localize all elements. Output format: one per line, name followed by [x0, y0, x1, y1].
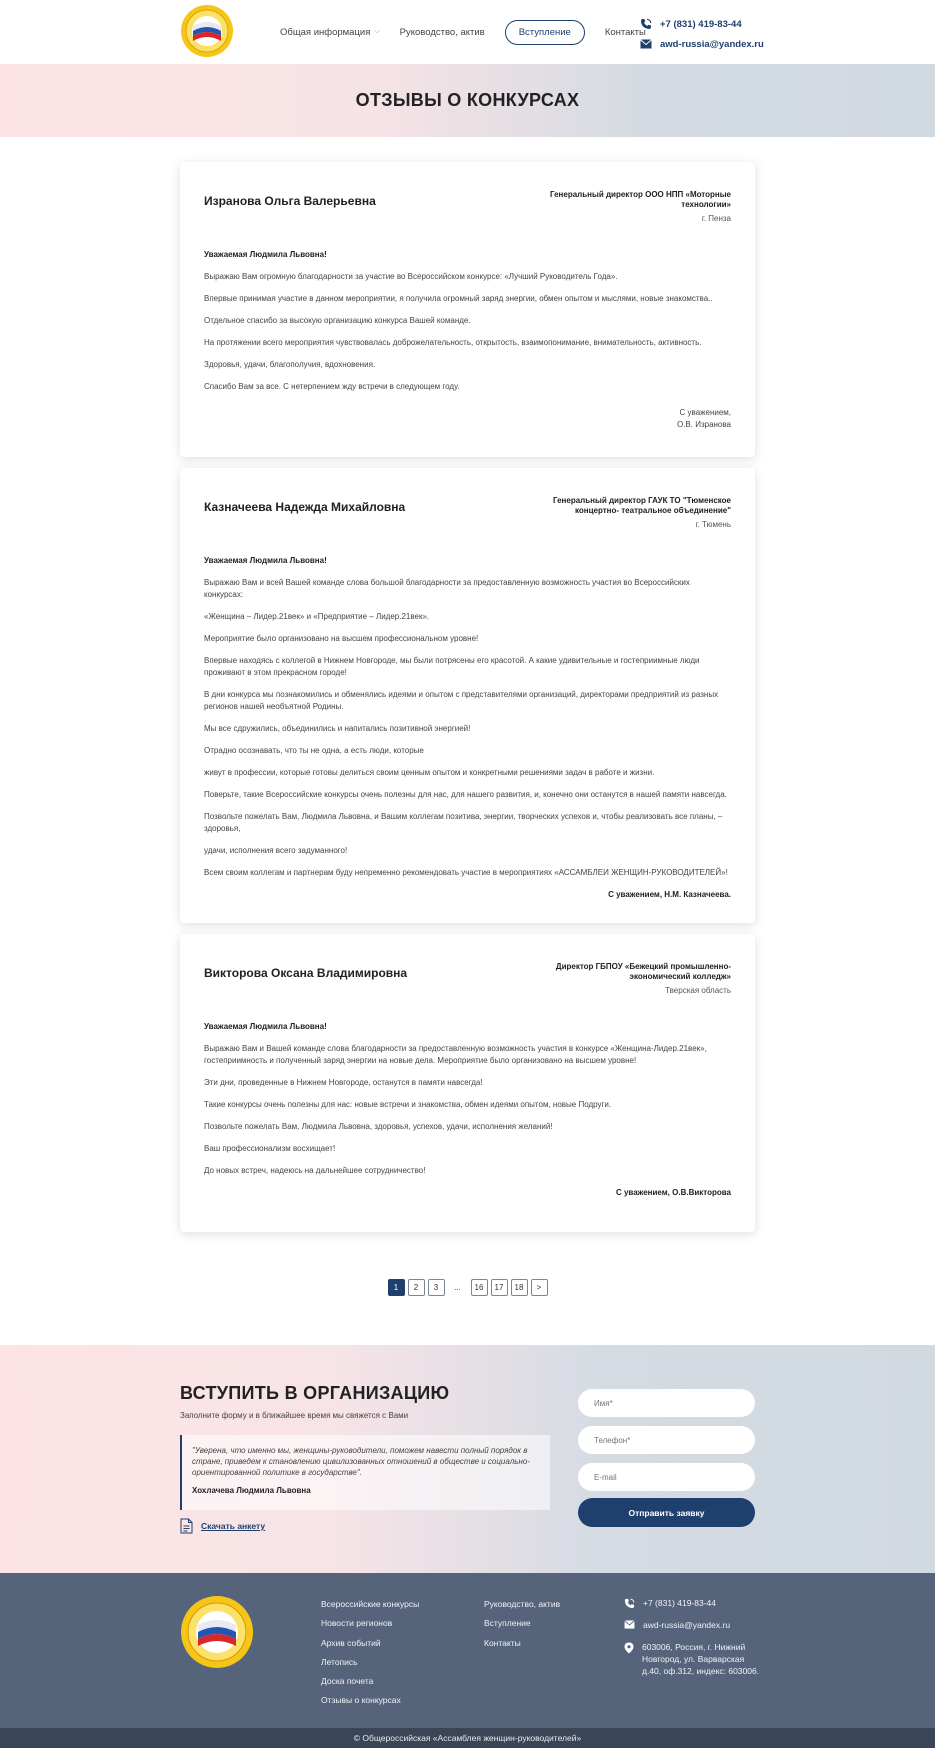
page-17[interactable]: 17 [491, 1279, 508, 1296]
footer-link-leadership[interactable]: Руководство, актив [484, 1599, 561, 1609]
review-paragraph: «Женщина – Лидер.21век» и «Предприятие – Лидер.21век». [204, 612, 430, 621]
footer-link-honor-board[interactable]: Доска почета [321, 1676, 374, 1687]
review-card [180, 468, 755, 923]
footer-contacts [624, 1597, 764, 1687]
page-18[interactable]: 18 [511, 1279, 528, 1296]
document-icon [180, 1518, 193, 1534]
chevron-down-icon: ⌵ [374, 28, 380, 35]
footer-link-reviews[interactable]: Отзывы о конкурсах [321, 1695, 401, 1706]
map-pin-icon [624, 1642, 634, 1654]
email-input[interactable] [578, 1463, 755, 1491]
review-card [180, 934, 755, 1232]
footer-phone-text: +7 (831) 419-83-44 [643, 1598, 717, 1608]
site-header [0, 0, 935, 64]
review-paragraph: Впервые находясь с коллегой в Нижнем Новгороде, мы были потрясены его красотой. А какие удивительные и гостеприимные люди проживают в этом прекрасном городе! [204, 656, 700, 677]
mail-icon [624, 1620, 635, 1629]
review-paragraph: Отрадно осознавать, что ты не одна, а есть люди, которые [204, 746, 424, 755]
page-2[interactable]: 2 [408, 1279, 425, 1296]
footer-link-archive[interactable]: Архив событий [321, 1637, 381, 1648]
main-nav [280, 0, 666, 64]
review-author-city: Тверская область [665, 986, 731, 995]
name-input[interactable] [578, 1389, 755, 1417]
header-email-text: awd-russia@yandex.ru [660, 38, 764, 50]
submit-button[interactable]: Отправить заявку [578, 1498, 755, 1527]
review-card [180, 162, 755, 457]
review-author: Викторова Оксана Владимировна [204, 966, 408, 980]
copyright: © Общероссийская «Ассамблея женщин-руководителей» [0, 1728, 935, 1748]
pagination [0, 1279, 935, 1296]
footer-logo[interactable] [180, 1595, 254, 1669]
review-author-city: г. Пенза [701, 214, 731, 223]
footer-link-chronicle[interactable]: Летопись [321, 1656, 358, 1667]
review-signature-name: О.В. Изранова [676, 420, 731, 429]
footer-links-col2 [484, 1599, 560, 1657]
review-paragraph: удачи, исполнения всего задуманного! [204, 846, 348, 855]
header-contacts [640, 14, 764, 54]
footer-phone[interactable] [624, 1597, 764, 1609]
footer-link-regional-news[interactable]: Новости регионов [321, 1618, 393, 1629]
review-paragraph: Такие конкурсы очень полезны для нас: новые встречи и знакомства, обмен идеями опытом, новые Подруги. [204, 1100, 612, 1109]
page-hero [0, 64, 935, 137]
review-author: Изранова Ольга Валерьевна [204, 194, 376, 208]
page-3[interactable]: 3 [428, 1279, 445, 1296]
page-ellipsis: ... [454, 1283, 461, 1292]
mail-icon [640, 39, 652, 49]
nav-general-info-label: Общая информация [280, 26, 371, 38]
quote-author: Хохлачева Людмила Львовна [192, 1486, 311, 1495]
footer-link-join[interactable]: Вступление [484, 1618, 531, 1629]
review-paragraph: Позвольте пожелать Вам, Людмила Львовна, и Вашим коллегам позитива, энергии, творческих успехов и, чтобы реализовать все планы, – здоровья, [204, 812, 723, 833]
review-paragraph: В дни конкурса мы познакомились и обменялись идеями и опытом с представителями организаций, директорами предприятий из разных регионов нашей необъятной Родины. [204, 690, 719, 711]
header-email[interactable] [640, 34, 764, 54]
review-paragraph: Впервые принимая участие в данном мероприятии, я получила огромный заряд энергии, обмен опытом и мыслями, новые знакомства.. [204, 294, 713, 303]
review-author-city: г. Тюмень [695, 520, 731, 529]
footer-links-col1 [321, 1599, 419, 1715]
nav-contacts[interactable]: Контакты [604, 26, 646, 38]
review-paragraph: Мы все сдружились, объединились и напитались позитивной энергией! [204, 724, 471, 733]
join-section [0, 1345, 935, 1573]
review-author-role: Директор ГБПОУ «Бежецкий промышленно-экономический колледж» [555, 962, 731, 981]
quote-block [180, 1435, 550, 1510]
review-paragraph: Выражаю Вам и всей Вашей команде слова большой благодарности за предоставленную возможность участия во Всероссийских конкурсах: [204, 578, 690, 599]
footer-link-contests[interactable]: Всероссийские конкурсы [321, 1599, 420, 1609]
review-author-role: Генеральный директор ООО НПП «Моторные технологии» [549, 190, 731, 209]
review-signature: С уважением, Н.М. Казначеева. [608, 890, 731, 899]
footer-address [624, 1641, 764, 1677]
nav-general-info[interactable] [280, 27, 380, 38]
review-paragraph: Выражаю Вам и Вашей команде слова благодарности за предоставленную возможность участия в конкурсе «Женщина-Лидер.21век», гостеприимность и полученный заряд энергии на новые дела. Мероприятие было организовано на высшем уровне! [204, 1044, 707, 1065]
review-paragraph: Всем своим коллегам и партнерам буду непременно рекомендовать участие в мероприятиях «АССАМБЛЕИ ЖЕНЩИН-РУКОВОДИТЕЛЕЙ»! [204, 868, 728, 877]
footer-email[interactable] [624, 1619, 764, 1631]
join-title: ВСТУПИТЬ В ОРГАНИЗАЦИЮ [180, 1383, 450, 1403]
phone-icon [640, 18, 652, 30]
phone-input[interactable] [578, 1426, 755, 1454]
join-subtitle: Заполните форму и в ближайшее время мы свяжется с Вами [180, 1411, 409, 1420]
page-title: ОТЗЫВЫ О КОНКУРСАХ [355, 90, 580, 110]
nav-leadership[interactable]: Руководство, актив [399, 26, 485, 38]
download-form-link[interactable] [180, 1518, 265, 1534]
header-phone[interactable] [640, 14, 764, 34]
quote-text: "Уверена, что именно мы, женщины-руководители, поможем навести полный порядок в стране, приведем к становлению цивилизованных отношений в обществе и социально-ориентированной политике в государстве". [192, 1446, 530, 1477]
review-paragraph: Мероприятие было организовано на высшем профессиональном уровне! [204, 634, 479, 643]
header-phone-text: +7 (831) 419-83-44 [660, 18, 742, 30]
review-paragraph: Спасибо Вам за все. С нетерпением жду встречи в следующем году. [204, 382, 460, 391]
phone-icon [624, 1598, 635, 1609]
review-paragraph: живут в профессии, которые готовы делиться своим ценным опытом и конкретными решениями задач в работе и жизни. [204, 768, 655, 777]
review-greeting: Уважаемая Людмила Львовна! [204, 556, 327, 565]
review-paragraph: На протяжении всего мероприятия чувствовалась доброжелательность, открытость, взаимопонимание, внимательность, активность. [204, 338, 702, 347]
page-16[interactable]: 16 [471, 1279, 488, 1296]
review-paragraph: Ваш профессионализм восхищает! [204, 1144, 336, 1153]
review-author-role: Генеральный директор ГАУК ТО "Тюменское концертно- театральное объединение" [552, 496, 731, 515]
footer-link-contacts[interactable]: Контакты [484, 1637, 521, 1648]
nav-join[interactable]: Вступление [505, 20, 585, 45]
organization-logo[interactable] [180, 4, 234, 58]
review-paragraph: Эти дни, проведенные в Нижнем Новгороде, останутся в памяти навсегда! [204, 1078, 483, 1087]
review-paragraph: До новых встреч, надеюсь на дальнейшее сотрудничество! [204, 1166, 426, 1175]
review-paragraph: Позвольте пожелать Вам, Людмила Львовна, здоровья, успехов, удачи, исполнения желаний! [204, 1122, 553, 1131]
review-signature: С уважением, О.В.Викторова [615, 1188, 731, 1197]
review-greeting: Уважаемая Людмила Львовна! [204, 1022, 327, 1031]
review-signature: С уважением, [679, 408, 731, 417]
review-greeting: Уважаемая Людмила Львовна! [204, 250, 327, 259]
footer-address-text: 603006, Россия, г. Нижний Новгород, ул. Варварская д.40, оф.312, индекс: 603006. [642, 1642, 760, 1676]
footer-email-text: awd-russia@yandex.ru [643, 1620, 731, 1630]
review-paragraph: Поверьте, такие Всероссийские конкурсы очень полезны для нас, для нашего развития, и, конечно они останутся в нашей памяти навсегда. [204, 790, 727, 799]
review-paragraph: Здоровья, удачи, благополучия, вдохновения. [204, 360, 376, 369]
page-next[interactable]: > [531, 1279, 548, 1296]
review-paragraph: Отдельное спасибо за высокую организацию конкурса Вашей команде. [204, 316, 471, 325]
download-form-label: Скачать анкету [201, 1521, 266, 1531]
review-paragraph: Выражаю Вам огромную благодарности за участие во Всероссийском конкурсе: «Лучший Руководитель Года». [204, 272, 618, 281]
review-author: Казначеева Надежда Михайловна [204, 500, 406, 514]
page-1[interactable]: 1 [388, 1279, 405, 1296]
site-footer [0, 1573, 935, 1728]
